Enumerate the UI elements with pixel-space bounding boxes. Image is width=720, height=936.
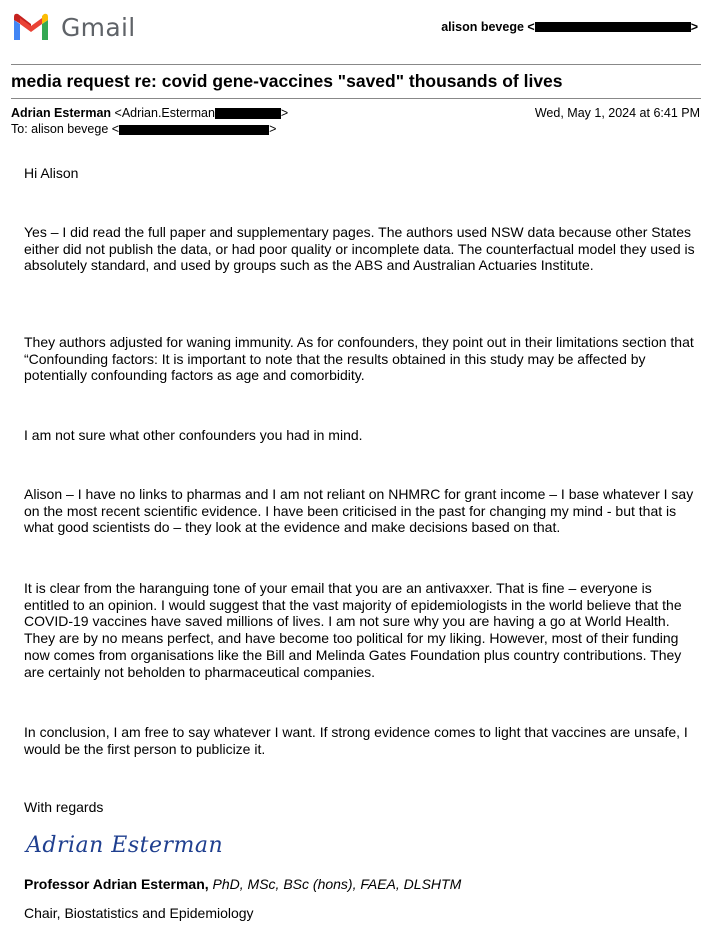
greeting: Hi Alison bbox=[24, 165, 79, 181]
recipient-prefix: To: alison bevege < bbox=[11, 122, 120, 136]
app-name: Gmail bbox=[61, 12, 136, 42]
email-date: Wed, May 1, 2024 at 6:41 PM bbox=[534, 106, 700, 120]
signatory-title: Chair, Biostatistics and Epidemiology bbox=[24, 905, 254, 921]
account-suffix: > bbox=[690, 20, 698, 34]
sender-email-suffix: > bbox=[280, 106, 289, 120]
body-paragraph: Yes – I did read the full paper and supplementary pages. The authors used NSW data because other States either did not publish the data, or had poor quality or incomplete data. The counterfactual model they used is absolutely standard, and used by groups such as the ABS and Australian Actuaries Institute. bbox=[24, 224, 695, 274]
subject-divider bbox=[11, 98, 701, 99]
body-paragraph: It is clear from the haranguing tone of your email that you are an antivaxxer. That is fine – everyone is entitled to an opinion. I would suggest that the vast majority of epidemiologists in the world believe that the COVID-19 vaccines have saved millions of lives. I am not sure why you are having a go at World Health. They are by no means perfect, and have become too political for my liking. However, most of their funding now comes from organisations like the Bill and Melinda Gates Foundation plus country contributions. They are certainly not beholden to pharmaceutical companies. bbox=[24, 580, 682, 680]
account-identity bbox=[441, 20, 698, 34]
body-paragraph: Alison – I have no links to pharmas and I am not reliant on NHMRC for grant income – I base whatever I say on the most recent scientific evidence. I have been criticised in the past for changing my mind - but that is what good scientists do – they look at the evidence and make decisions based on that. bbox=[24, 486, 694, 536]
account-name: alison bevege < bbox=[441, 20, 535, 34]
gmail-m-icon bbox=[11, 12, 51, 42]
gmail-logo bbox=[11, 11, 136, 43]
body-paragraph: I am not sure what other confounders you had in mind. bbox=[24, 427, 363, 443]
handwritten-signature: Adrian Esterman bbox=[26, 833, 224, 858]
signatory-name: Professor Adrian Esterman, bbox=[24, 876, 209, 892]
body-paragraph: They authors adjusted for waning immunity. As for confounders, they point out in their limitations section that “Confounding factors: It is important to note that the results obtained in this study may be affected by potentially confounding factors as age and comorbidity. bbox=[24, 334, 694, 384]
recipient-line bbox=[11, 122, 276, 136]
redaction-bar bbox=[119, 125, 269, 135]
signatory-credentials: PhD, MSc, BSc (hons), FAEA, DLSHTM bbox=[208, 876, 462, 892]
body-paragraph: In conclusion, I am free to say whatever I want. If strong evidence comes to light that vaccines are unsafe, I would be the first person to publicize it. bbox=[24, 724, 688, 757]
signature-name-line bbox=[24, 876, 461, 892]
closing: With regards bbox=[24, 799, 104, 815]
redaction-bar bbox=[535, 22, 691, 32]
redaction-bar bbox=[215, 108, 281, 119]
email-subject: media request re: covid gene-vaccines "saved" thousands of lives bbox=[11, 71, 563, 91]
email-print-header bbox=[0, 0, 720, 62]
sender-email-prefix: <Adrian.Esterman bbox=[114, 106, 215, 120]
recipient-suffix: > bbox=[269, 122, 277, 136]
header-divider bbox=[11, 64, 701, 65]
sender-name: Adrian Esterman bbox=[11, 106, 112, 120]
